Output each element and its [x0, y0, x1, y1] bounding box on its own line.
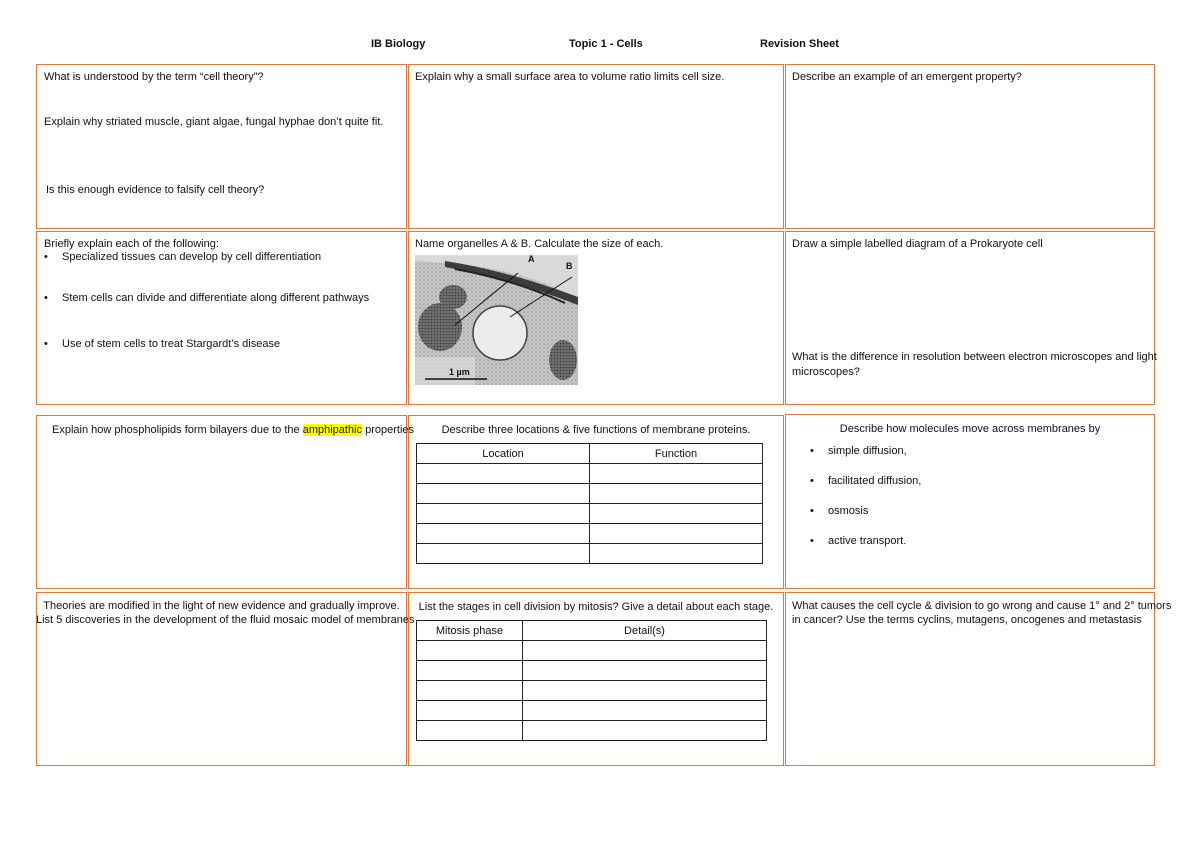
list-item: • osmosis [810, 505, 869, 517]
header-title: Revision Sheet [760, 38, 839, 50]
column-header: Function [590, 444, 763, 464]
scale-bar-label: 1 µm [449, 367, 470, 377]
column-header: Detail(s) [523, 621, 767, 641]
micrograph-image [415, 255, 578, 385]
membrane-proteins-table [416, 443, 763, 564]
box-phospholipids [36, 415, 407, 589]
box-cell-theory [36, 64, 407, 229]
box-emergent [785, 64, 1155, 229]
question-phospholipids [52, 423, 414, 437]
list-item-label: osmosis [828, 505, 869, 517]
question-cell-theory: What is understood by the term “cell theory”? [44, 71, 264, 83]
column-header: Mitosis phase [417, 621, 523, 641]
table-row [417, 641, 767, 661]
highlighted-term: amphipathic [302, 424, 363, 436]
list-item-label: Use of stem cells to treat Stargardt’s disease [62, 338, 281, 350]
question-falsify: Is this enough evidence to falsify cell theory? [46, 184, 265, 196]
question-sa-volume: Explain why a small surface area to volume ratio limits cell size. [415, 71, 725, 83]
label-a: A [528, 254, 535, 264]
table-row [417, 504, 763, 524]
table-row [417, 524, 763, 544]
mitosis-table [416, 620, 767, 741]
list-item-label: facilitated diffusion, [828, 475, 922, 487]
table-row [417, 721, 767, 741]
question-emergent: Describe an example of an emergent property? [792, 71, 1022, 83]
question-mitosis: List the stages in cell division by mitosis? Give a detail about each stage. [418, 601, 774, 613]
list-item: • Use of stem cells to treat Stargardt’s disease [44, 338, 281, 350]
list-item-label: Stem cells can divide and differentiate along different pathways [62, 292, 370, 304]
question-text: Explain how phospholipids form bilayers due to the [52, 424, 303, 436]
box-transport [785, 414, 1155, 589]
question-prokaryote: Draw a simple labelled diagram of a Prokaryote cell [792, 238, 1043, 250]
list-item: • simple diffusion, [810, 445, 907, 457]
header-subject: IB Biology [371, 38, 426, 50]
list-item-label: simple diffusion, [828, 445, 907, 457]
question-resolution: What is the difference in resolution between electron microscopes and light [792, 351, 1157, 363]
list-item-label: active transport. [828, 535, 907, 547]
label-b: B [566, 261, 573, 271]
box-sa-volume [408, 64, 784, 229]
list-item: • Stem cells can divide and differentiate along different pathways [44, 292, 370, 304]
question-fluid-mosaic: List 5 discoveries in the development of the fluid mosaic model of membranes [36, 614, 415, 626]
question-resolution-cont: microscopes? [792, 366, 860, 378]
table-row [417, 464, 763, 484]
list-item-label: Specialized tissues can develop by cell differentiation [62, 251, 322, 263]
table-row [417, 701, 767, 721]
question-cancer-terms: in cancer? Use the terms cyclins, mutagens, oncogenes and metastasis [792, 614, 1142, 626]
table-row [417, 484, 763, 504]
list-item: • active transport. [810, 535, 907, 547]
question-transport: Describe how molecules move across membranes by [839, 423, 1101, 435]
header-topic: Topic 1 - Cells [569, 38, 643, 50]
question-briefly: Briefly explain each of the following: [44, 238, 219, 250]
table-row [417, 681, 767, 701]
question-cancer: What causes the cell cycle & division to go wrong and cause 1° and 2° tumors [792, 600, 1172, 612]
list-item: • facilitated diffusion, [810, 475, 922, 487]
question-membrane-proteins: Describe three locations & five functions of membrane proteins. [441, 424, 751, 436]
table-row [417, 544, 763, 564]
table-row [417, 661, 767, 681]
question-text-end: properties [362, 424, 415, 436]
list-item: • Specialized tissues can develop by cell differentiation [44, 251, 322, 263]
column-header: Location [417, 444, 590, 464]
question-organelles: Name organelles A & B. Calculate the size of each. [415, 238, 664, 250]
question-exceptions: Explain why striated muscle, giant algae, fungal hyphae don’t quite fit. [44, 116, 384, 128]
question-theories: Theories are modified in the light of new evidence and gradually improve. [43, 600, 400, 612]
